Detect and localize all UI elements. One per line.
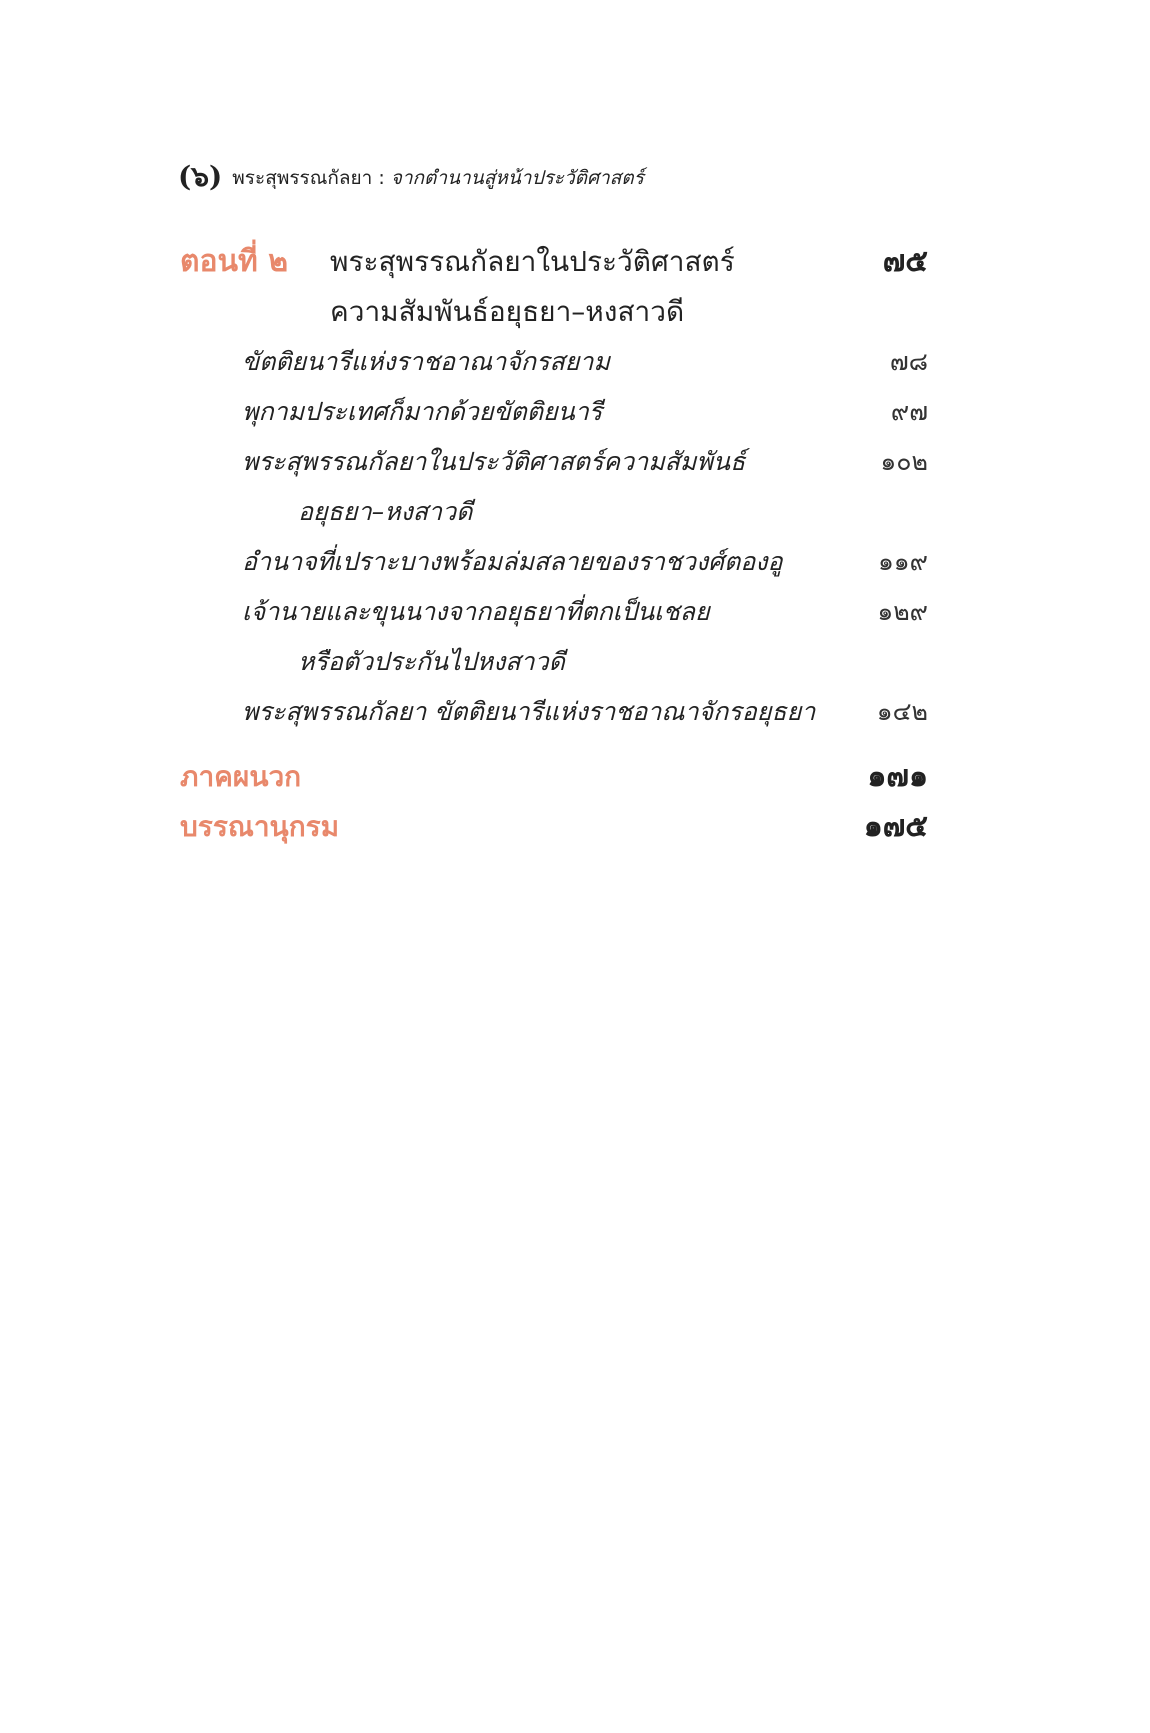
chapter-page-ref: ๙๗ [890, 397, 928, 426]
running-header [178, 155, 644, 199]
part-title-line1: พระสุพรรณกัลยาในประวัติศาสตร์ [330, 245, 735, 278]
chapter-page-ref: ๗๘ [889, 347, 928, 376]
bibliography-page-ref: ๑๗๕ [863, 809, 928, 844]
chapter-title: ขัตติยนารีแห่งราชอาณาจักรสยาม [242, 347, 610, 376]
chapter-page-ref: ๑๔๒ [876, 697, 928, 726]
header-separator: : [378, 167, 385, 189]
chapter-page-ref: ๑๐๒ [880, 447, 928, 476]
book-subtitle: จากตำนานสู่หน้าประวัติศาสตร์ [390, 167, 644, 189]
part-page-ref: ๗๕ [882, 244, 928, 279]
chapter-title: เจ้านายและขุนนางจากอยุธยาที่ตกเป็นเชลย [242, 597, 710, 626]
appendix-page-ref: ๑๗๑ [867, 759, 928, 794]
chapter-title: พระสุพรรณกัลยา ขัตติยนารีแห่งราชอาณาจักรอยุธยา [242, 697, 816, 726]
page-number: (๖) [178, 160, 223, 193]
bibliography-label: บรรณานุกรม [180, 810, 340, 843]
chapter-title: อำนาจที่เปราะบางพร้อมล่มสลายของราชวงศ์ตองอู [242, 547, 783, 576]
book-title: พระสุพรรณกัลยา [232, 167, 373, 189]
part-title-line2: ความสัมพันธ์อยุธยา–หงสาวดี [330, 295, 685, 328]
chapter-title: พุกามประเทศก็มากด้วยขัตติยนารี [242, 397, 603, 426]
chapter-title-continuation: หรือตัวประกันไปหงสาวดี [298, 647, 565, 676]
appendix-label: ภาคผนวก [180, 760, 302, 793]
chapter-title: พระสุพรรณกัลยาในประวัติศาสตร์ความสัมพันธ์ [242, 447, 746, 476]
chapter-page-ref: ๑๒๙ [877, 597, 928, 626]
part-label: ตอนที่ ๒ [180, 244, 289, 279]
chapter-page-ref: ๑๑๙ [877, 547, 928, 576]
chapter-title-continuation: อยุธยา–หงสาวดี [298, 497, 473, 526]
